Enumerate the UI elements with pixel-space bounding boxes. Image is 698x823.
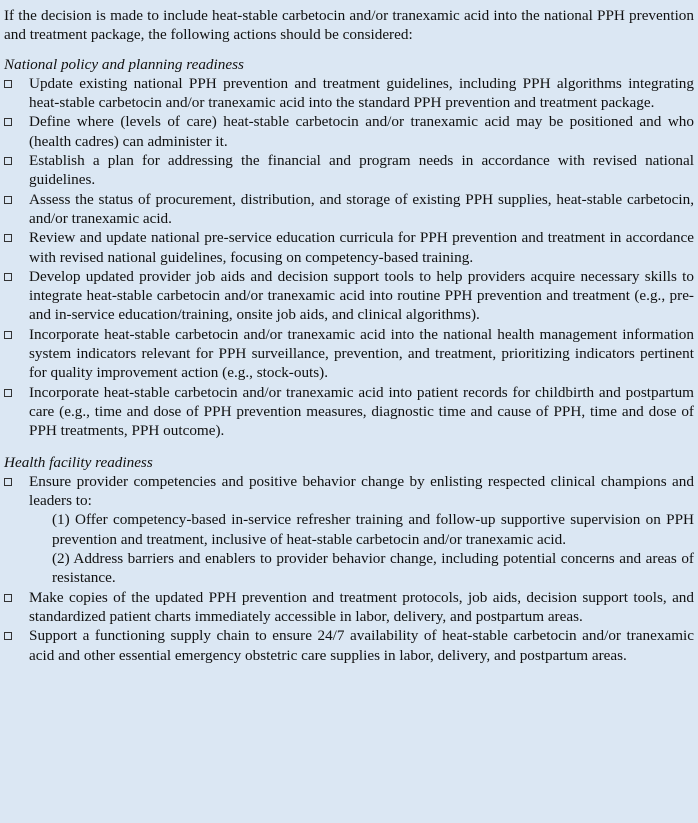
checkbox-icon xyxy=(4,389,12,397)
checklist-item xyxy=(4,383,694,441)
section-health-facility xyxy=(4,453,694,665)
checklist-item-text: Define where (levels of care) heat-stable carbetocin and/or tranexamic acid may be positioned and who (health cadres) can administer it. xyxy=(29,113,694,150)
sub-item: (2) Address barriers and enablers to provider behavior change, including potential concerns and areas of resistance. xyxy=(52,550,694,587)
checklist-item xyxy=(4,228,694,267)
checklist-item xyxy=(4,626,694,665)
section-national-policy xyxy=(4,55,694,441)
checklist-item xyxy=(4,267,694,325)
checklist-item xyxy=(4,325,694,383)
checkbox-icon xyxy=(4,594,12,602)
checklist-item-text: Establish a plan for addressing the financial and program needs in accordance with revised national guidelines. xyxy=(29,152,694,189)
checklist-item-text: Ensure provider competencies and positive behavior change by enlisting respected clinical champions and leaders to: xyxy=(29,472,694,510)
section-heading: National policy and planning readiness xyxy=(4,55,244,73)
checkbox-icon xyxy=(4,632,12,640)
checkbox-icon xyxy=(4,331,12,339)
checklist-item-text: Incorporate heat-stable carbetocin and/or tranexamic acid into patient records for childbirth and postpartum care (e.g., time and dose of PPH prevention measures, diagnostic time and cause of PPH, time and dose of PPH treatments, PPH outcome). xyxy=(29,383,694,440)
checklist-item xyxy=(4,190,694,229)
checklist-item xyxy=(4,151,694,190)
checklist-item-text: Review and update national pre-service education curricula for PPH prevention and treatment in accordance with revised national guidelines, focusing on competency-based training. xyxy=(29,229,694,266)
checkbox-icon xyxy=(4,118,12,126)
checkbox-icon xyxy=(4,273,12,281)
checkbox-icon xyxy=(4,478,12,486)
intro-paragraph: If the decision is made to include heat-stable carbetocin and/or tranexamic acid into the national PPH prevention and treatment package, the following actions should be considered: xyxy=(4,7,694,44)
checklist xyxy=(4,472,694,665)
checklist-item xyxy=(4,472,694,588)
checklist-item xyxy=(4,112,694,151)
checklist xyxy=(4,74,694,441)
section-spacer xyxy=(4,441,694,453)
checkbox-icon xyxy=(4,196,12,204)
checklist-item xyxy=(4,74,694,113)
section-heading: Health facility readiness xyxy=(4,453,153,471)
checkbox-icon xyxy=(4,234,12,242)
checklist-item-text: Update existing national PPH prevention and treatment guidelines, including PPH algorithms integrating heat-stable carbetocin and/or tranexamic acid into the standard PPH prevention and treatment package. xyxy=(29,74,694,112)
checklist-item-text: Support a functioning supply chain to ensure 24/7 availability of heat-stable carbetocin and/or tranexamic acid and other essential emergency obstetric care supplies in labor, delivery, and postpartum areas. xyxy=(29,627,694,664)
checklist-item-text: Assess the status of procurement, distribution, and storage of existing PPH supplies, heat-stable carbetocin, and/or tranexamic acid. xyxy=(29,190,694,227)
checklist-item-text: Make copies of the updated PPH prevention and treatment protocols, job aids, decision support tools, and standardized patient charts immediately accessible in labor, delivery, and postpartum areas. xyxy=(29,588,694,625)
sub-item: (1) Offer competency-based in-service refresher training and follow-up supportive supervision on PPH prevention and treatment, inclusive of heat-stable carbetocin and/or tranexamic acid. xyxy=(52,511,694,548)
checklist-item xyxy=(4,588,694,627)
checklist-item-text: Incorporate heat-stable carbetocin and/or tranexamic acid into the national health management information system indicators relevant for PPH surveillance, prevention, and treatment, prioritizing indicators pertinent for quality improvement action (e.g., stock-outs). xyxy=(29,325,694,382)
checkbox-icon xyxy=(4,157,12,165)
checkbox-icon xyxy=(4,80,12,88)
checklist-item-text: Develop updated provider job aids and decision support tools to help providers acquire necessary skills to integrate heat-stable carbetocin and/or tranexamic acid into routine PPH prevention and treatment (e.g., pre- and in-service education/training, onsite job aids, and clinical algorithms). xyxy=(29,267,694,324)
